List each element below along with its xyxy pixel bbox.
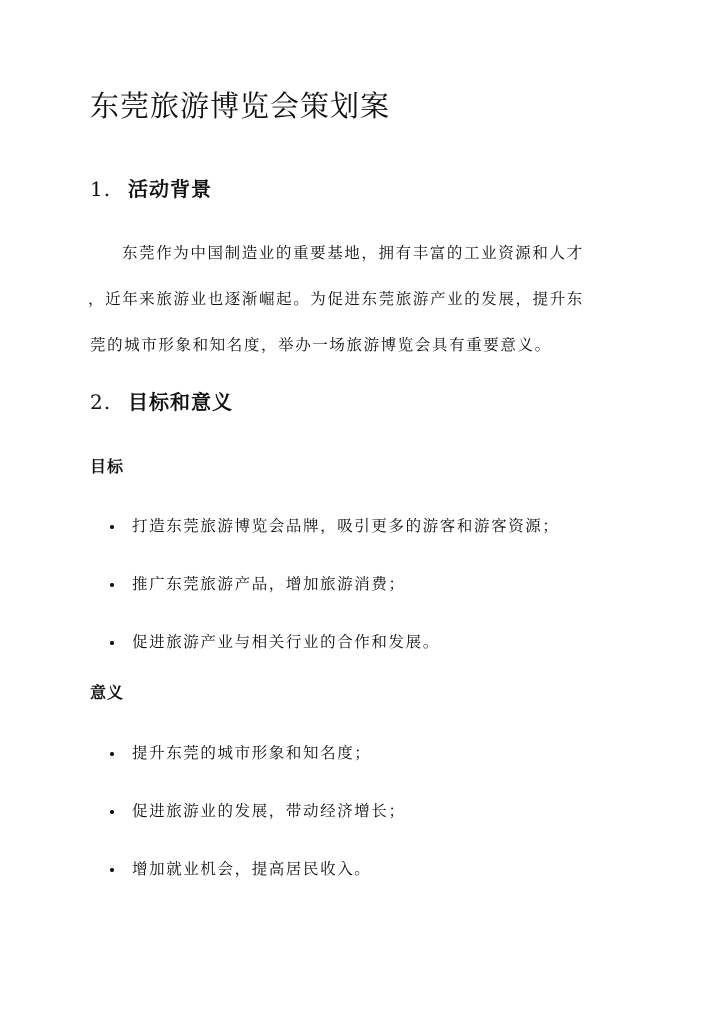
subsection-heading-goals: 目标 (90, 457, 125, 476)
background-paragraph (90, 241, 640, 379)
list-item-text: 打造东莞旅游博览会品牌，吸引更多的游客和游客资源； (132, 517, 560, 535)
section-number: 2. (90, 390, 112, 414)
goals-list (110, 514, 560, 688)
bullet-icon (110, 525, 114, 529)
list-item-text: 推广东莞旅游产品，增加旅游消费； (132, 575, 406, 593)
bullet-icon (110, 583, 114, 587)
list-item (110, 799, 406, 857)
section-heading-background (90, 174, 212, 204)
bullet-icon (110, 752, 114, 756)
section-number: 1. (90, 177, 112, 201)
list-item (110, 857, 406, 915)
document-title: 东莞旅游博览会策划案 (90, 89, 391, 123)
list-item (110, 630, 560, 688)
list-item (110, 572, 560, 630)
bullet-icon (110, 868, 114, 872)
bullet-icon (110, 810, 114, 814)
paragraph-line: ，近年来旅游业也逐渐崛起。为促进东莞旅游产业的发展，提升东 (88, 290, 584, 308)
paragraph-line: 东莞作为中国制造业的重要基地，拥有丰富的工业资源和人才 (122, 244, 584, 262)
paragraph-line: 莞的城市形象和知名度，举办一场旅游博览会具有重要意义。 (90, 336, 552, 354)
subsection-heading-significance: 意义 (90, 683, 125, 702)
list-item-text: 增加就业机会，提高居民收入。 (132, 860, 372, 878)
section-title: 目标和意义 (128, 390, 233, 414)
list-item-text: 提升东莞的城市形象和知名度； (132, 744, 372, 762)
section-heading-goals (90, 387, 233, 417)
list-item (110, 514, 560, 572)
list-item (110, 741, 406, 799)
list-item-text: 促进旅游业的发展，带动经济增长； (132, 802, 406, 820)
bullet-icon (110, 641, 114, 645)
significance-list (110, 741, 406, 915)
section-title: 活动背景 (128, 177, 212, 201)
list-item-text: 促进旅游产业与相关行业的合作和发展。 (132, 633, 440, 651)
